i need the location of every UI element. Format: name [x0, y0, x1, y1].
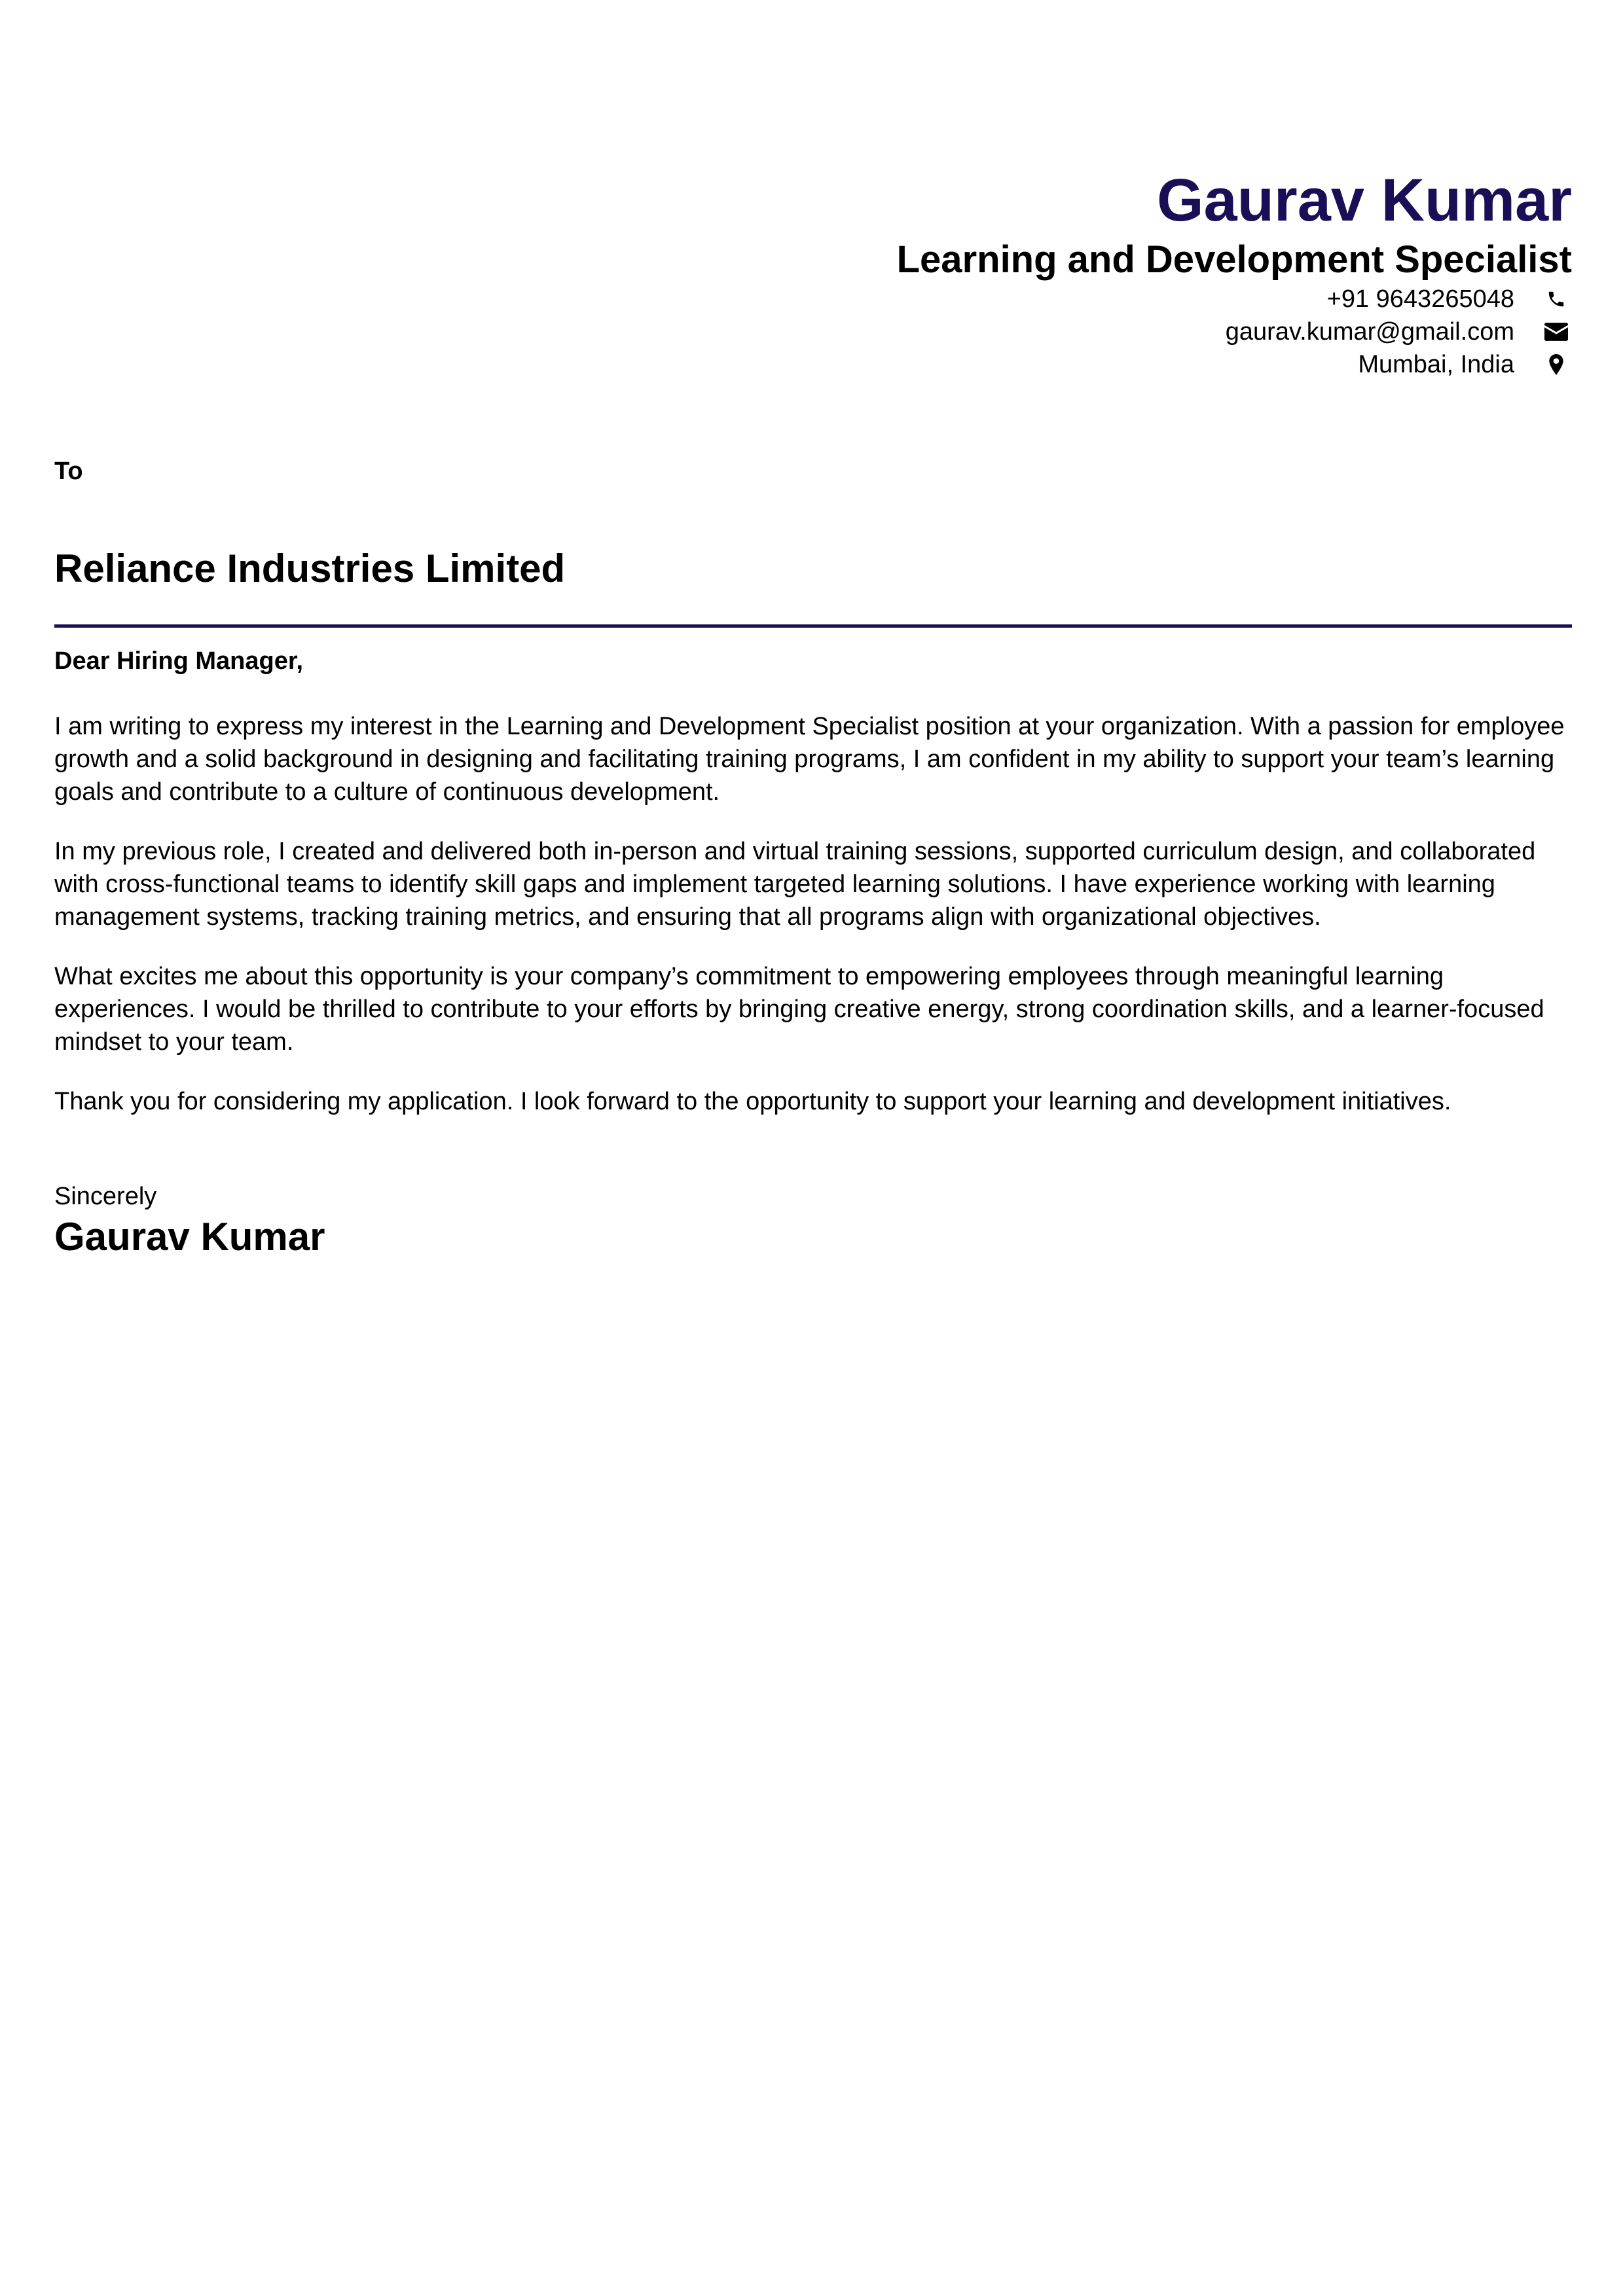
to-label: To [54, 457, 83, 485]
letter-body [54, 645, 1572, 1145]
applicant-title: Learning and Development Specialist [896, 238, 1572, 281]
body-paragraph: What excites me about this opportunity is your company’s commitment to empowering employees through meaningful learning experiences. I would be thrilled to contribute to your efforts by bringing creative energy, strong coordination skills, and a learner-focused mindset to your team. [54, 963, 1544, 1056]
header-divider [54, 624, 1572, 628]
phone-icon [1544, 287, 1568, 311]
location-text: Mumbai, India [1358, 351, 1514, 378]
phone-text: +91 9643265048 [1326, 285, 1514, 313]
email-text: gaurav.kumar@gmail.com [1225, 318, 1514, 346]
closing: Sincerely [54, 1183, 157, 1210]
body-paragraph: Thank you for considering my application. I look forward to the opportunity to support your learning and development initiatives. [54, 1088, 1451, 1115]
body-paragraph: In my previous role, I created and delivered both in-person and virtual training sessions, supported curriculum design, and collaborated with cross-functional teams to identify skill gaps and implement targeted learning solutions. I have experience working with learning management systems, tracking training metrics, and ensuring that all programs align with organizational objectives. [54, 838, 1536, 931]
envelope-icon [1544, 320, 1568, 344]
contact-phone [393, 283, 1572, 315]
salutation: Dear Hiring Manager, [54, 647, 304, 675]
signature-name: Gaurav Kumar [54, 1215, 325, 1259]
body-paragraph: I am writing to express my interest in the Learning and Development Specialist position at your organization. With a passion for employee growth and a solid background in designing and facilitating training programs, I am confident in my ability to support your team’s learning goals and contribute to a culture of continuous development. [54, 713, 1565, 806]
letter-header [393, 164, 1572, 381]
applicant-name: Gaurav Kumar [1156, 167, 1572, 234]
contact-location [393, 348, 1572, 381]
recipient-company: Reliance Industries Limited [54, 547, 566, 590]
map-marker-icon [1544, 353, 1568, 376]
contact-email [393, 315, 1572, 348]
